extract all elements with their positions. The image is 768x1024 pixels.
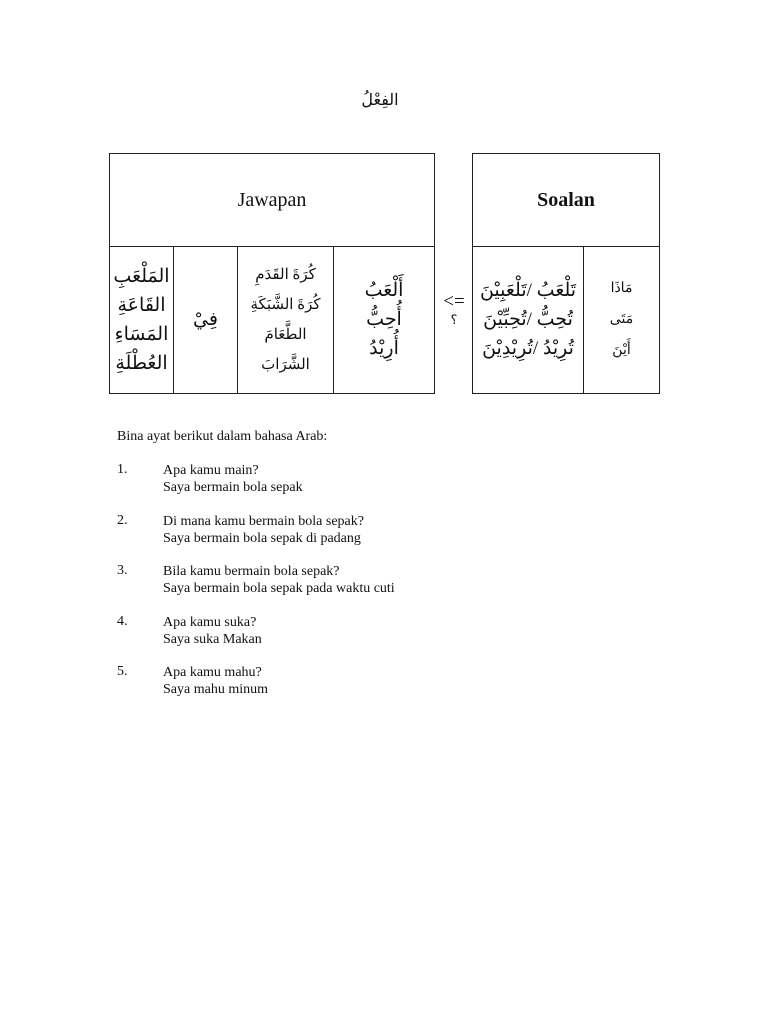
question-word: مَاذَا	[610, 281, 633, 296]
exercise-question: Di mana kamu bermain bola sepak?	[163, 513, 364, 529]
preposition-column	[174, 246, 237, 393]
exercise-answer: Saya mahu minum	[163, 682, 268, 697]
exercise-number: 4.	[117, 613, 128, 629]
answer-verb: أُرِيْدُ	[369, 338, 399, 359]
question-words-column	[584, 246, 659, 393]
answer-verbs-column	[334, 246, 434, 393]
exercise-answer: Saya bermain bola sepak di padang	[163, 530, 361, 546]
exercise-number: 1.	[117, 462, 128, 477]
object-word: كُرَةَ الشَّبَكَةِ	[250, 296, 321, 313]
object-word: الطَّعَامَ	[264, 326, 307, 343]
question-verb: تُرِيْدُ /تُرِيْدِيْنَ	[482, 338, 574, 359]
exercise-question: Apa kamu main?	[163, 463, 259, 478]
exercise-answer: Saya bermain bola sepak pada waktu cuti	[163, 581, 395, 596]
instruction-text: Bina ayat berikut dalam bahasa Arab:	[117, 429, 328, 444]
place-word: القَاعَةِ	[117, 294, 166, 316]
exercise-answer: Saya suka Makan	[163, 631, 262, 647]
exercise-item	[117, 563, 537, 614]
question-verbs-column	[473, 246, 583, 393]
question-verb: تُحِبُّ /تُحِبِّيْنَ	[483, 309, 573, 330]
page-heading: الفِعْلُ	[361, 92, 399, 109]
exercise-item	[117, 664, 537, 715]
answer-table	[109, 153, 435, 394]
exercise-item	[117, 462, 537, 513]
exercise-item	[117, 614, 537, 665]
exercise-number: 2.	[117, 512, 128, 528]
place-word: العُطْلَةِ	[115, 352, 168, 374]
question-table-header	[473, 154, 659, 247]
exercise-number: 5.	[117, 664, 128, 679]
question-verb: تَلْعَبُ /تَلْعَبِيْنَ	[479, 280, 577, 301]
question-mark: ؟	[450, 312, 458, 327]
place-word: المَسَاءِ	[114, 323, 169, 345]
exercise-question: Apa kamu suka?	[163, 614, 257, 630]
place-word: المَلْعَبِ	[113, 265, 170, 287]
object-word: كُرَةَ القَدَمِ	[255, 266, 316, 283]
question-word: أَيْنَ	[612, 343, 631, 358]
object-word: الشَّرَابَ	[261, 356, 310, 373]
exercise-item	[117, 513, 537, 564]
question-word: مَتَى	[609, 312, 634, 327]
exercise-answer: Saya bermain bola sepak	[163, 480, 303, 495]
places-column	[110, 246, 173, 393]
question-header-label: Soalan	[537, 188, 595, 211]
exercise-question: Apa kamu mahu?	[163, 665, 262, 680]
exercise-list	[117, 462, 537, 715]
objects-column	[238, 246, 333, 393]
exercise-question: Bila kamu bermain bola sepak?	[163, 564, 340, 579]
answer-table-header	[110, 154, 434, 247]
exercise-number: 3.	[117, 563, 128, 578]
answer-verb: أُحِبُّ	[366, 309, 402, 330]
answer-header-label: Jawapan	[237, 188, 307, 211]
preposition-word: فِيْ	[193, 309, 218, 330]
arrow-symbol: <=	[443, 291, 465, 312]
question-table	[472, 153, 660, 394]
arrow-indicator	[438, 292, 470, 328]
answer-verb: أَلْعَبُ	[364, 280, 404, 301]
